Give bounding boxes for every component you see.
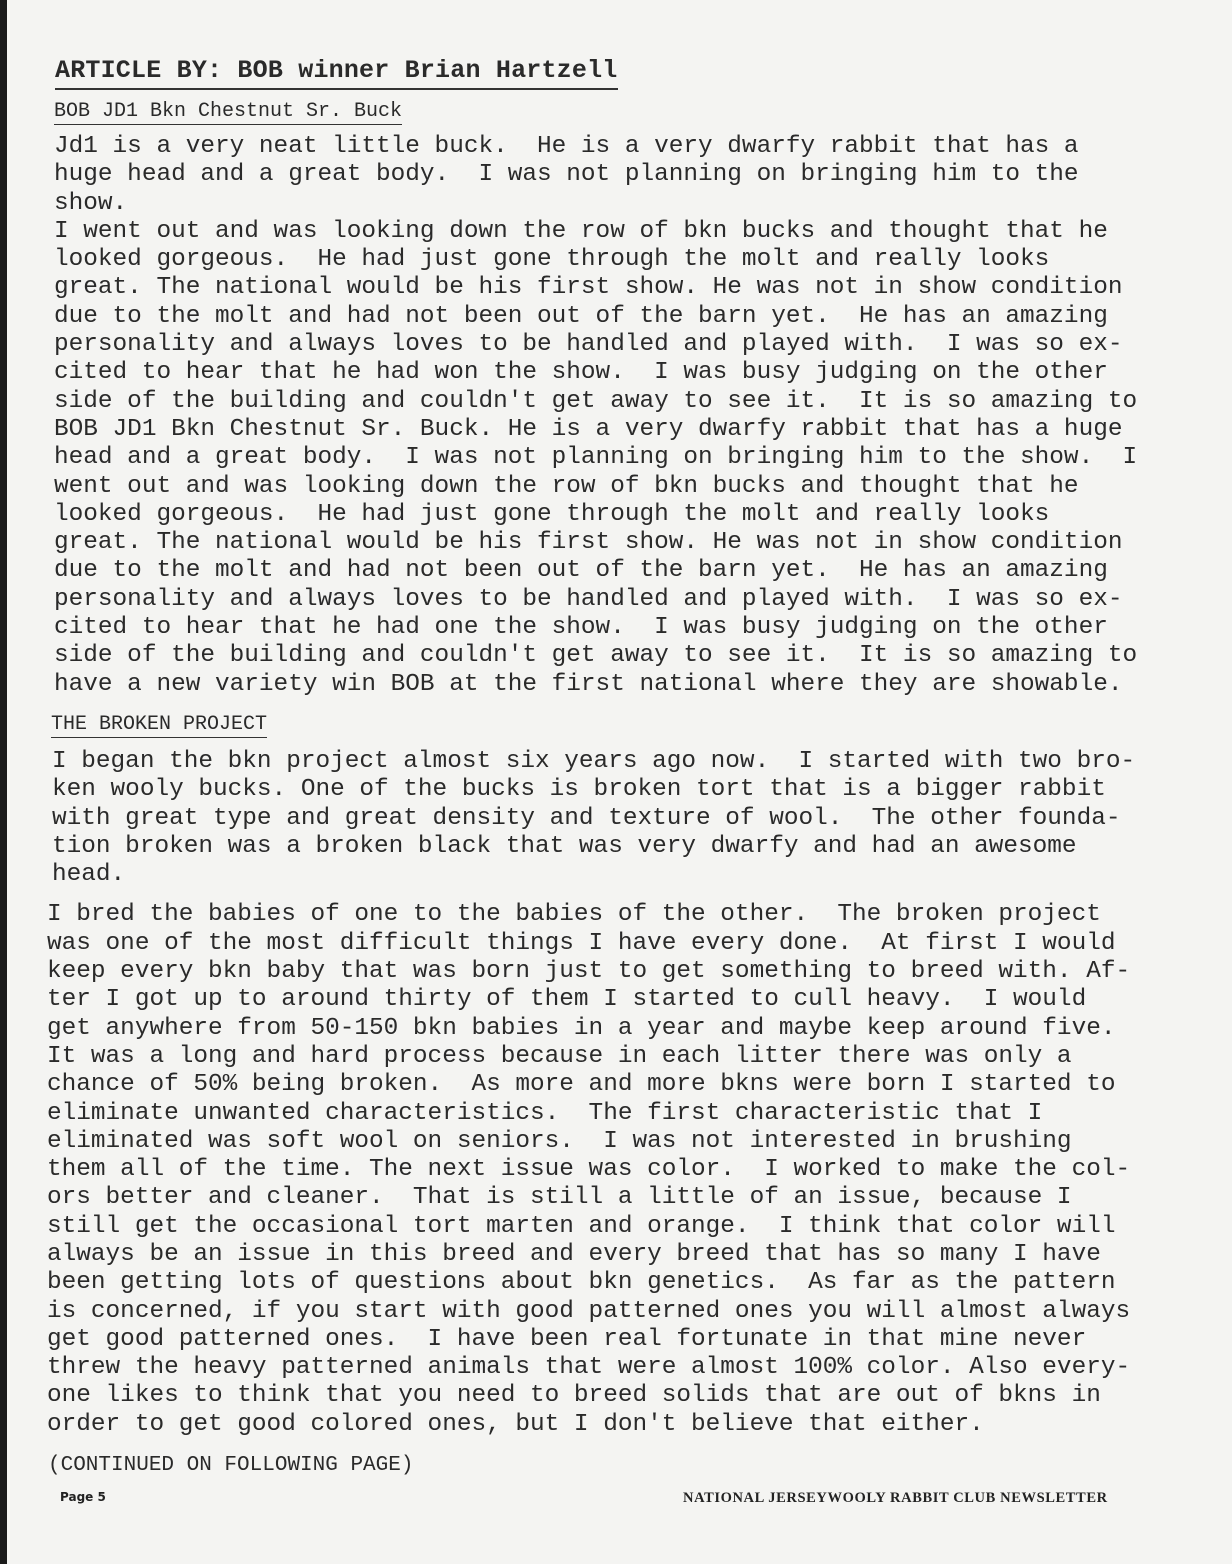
paragraph-intro: Jd1 is a very neat little buck. He is a very dwarfy rabbit that has a huge head and a great body. I was not planning on bringing him to the show. (54, 133, 1079, 217)
newsletter-page (47, 56, 1180, 1479)
paragraph-project-start: I began the bkn project almost six years ago now. I started with two bro- ken wooly bucks. One of the bucks is broken tort that is a bigger rabbit with great type and great density and texture of wool. The other founda- tion broken was a broken black that was very dwarfy and had an awesome head. (52, 747, 1136, 889)
paragraph-buck-story: I went out and was looking down the row of bkn bucks and thought that he looked gorgeous. He had just gone through the molt and really looks great. The national would be his first show. He was not in show condition due to the molt and had not been out of the barn yet. He has an amazing personality and always loves to be handled and played with. I was so ex- cited to hear that he had won the show. I was busy judging on the other side of the building and couldn't get away to see it. It is so amazing to BOB JD1 Bkn Chestnut Sr. Buck. He is a very dwarfy rabbit that has a huge head and a great body. I was not planning on bringing him to the show. I went out and was looking down the row of bkn bucks and thought that he looked gorgeous. He had just gone through the molt and really looks great. The national would be his first show. He was not in show condition due to the molt and had not been out of the barn yet. He has an amazing personality and always loves to be handled and played with. I was so ex- cited to hear that he had one the show. I was busy judging on the other side of the building and couldn't get away to see it. It is so amazing to have a new variety win BOB at the first national where they are showable. (54, 217, 1138, 698)
publication-name: NATIONAL JERSEYWOOLY RABBIT CLUB NEWSLETTER (683, 1490, 1108, 1506)
section-heading-buck: BOB JD1 Bkn Chestnut Sr. Buck (54, 100, 403, 123)
scan-edge (0, 0, 7, 1564)
article-title: ARTICLE BY: BOB winner Brian Hartzell (55, 56, 618, 90)
page-number: Page 5 (60, 1490, 106, 1504)
continued-note: (CONTINUED ON FOLLOWING PAGE) (48, 1454, 414, 1478)
paragraph-breeding-process: I bred the babies of one to the babies of the other. The broken project was one of the most difficult things I have every done. At first I would keep every bkn baby that was born just to get something to breed with. Af- ter I got up to around thirty of them I started to cull heavy. I would get anywhere from 50-150 bkn babies in a year and maybe keep around five. It was a long and hard process because in each litter there was only a chance of 50% being broken. As more and more bkns were born I started to eliminate unwanted characteristics. The first characteristic that I eliminated was soft wool on seniors. I was not interested in brushing them all of the time. The next issue was color. I worked to make the col- ors better and cleaner. That is still a little of an issue, because I still get the occasional tort marten and orange. I think that color will always be an issue in this breed and every breed that has so many I have been getting lots of questions about bkn genetics. As far as the pattern is concerned, if you start with good patterned ones you will almost always get good patterned ones. I have been real fortunate in that mine never threw the heavy patterned animals that were almost 100% color. Also every- one likes to think that you need to breed solids that are out of bkns in order to get good colored ones, but I don't believe that either. (47, 901, 1131, 1438)
section-heading-broken-project: THE BROKEN PROJECT (51, 712, 268, 736)
